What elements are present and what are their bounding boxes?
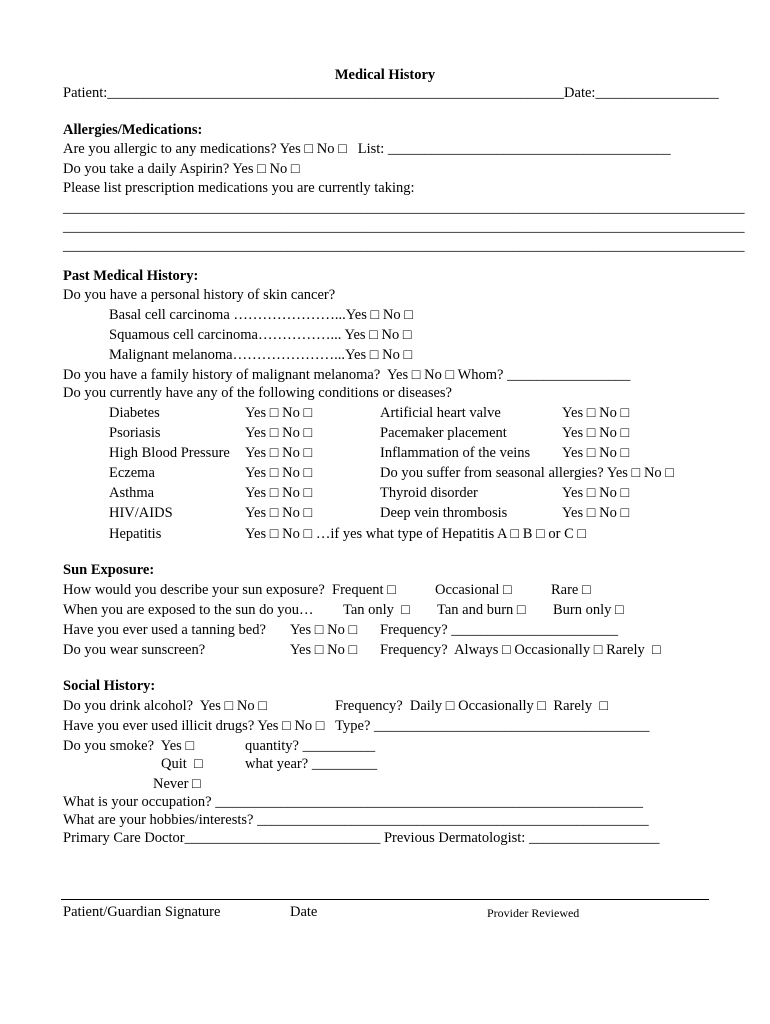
tanning-bed-question: Have you ever used a tanning bed?	[63, 622, 266, 638]
condition-name: Artificial heart valve	[380, 405, 501, 421]
condition-yes-no[interactable]: Yes □ No □	[245, 445, 313, 461]
sun-rare-option[interactable]: Rare □	[551, 582, 591, 598]
past-history-heading: Past Medical History:	[63, 268, 199, 284]
provider-reviewed-label: Provider Reviewed	[487, 906, 580, 920]
social-history-heading: Social History:	[63, 678, 156, 694]
condition-name: Deep vein thrombosis	[380, 505, 508, 521]
squamous-cell-row[interactable]: Squamous cell carcinoma……………... Yes □ No □	[109, 327, 412, 343]
smoke-question[interactable]: Do you smoke? Yes □	[63, 738, 195, 754]
skin-cancer-question: Do you have a personal history of skin cancer?	[63, 287, 336, 303]
condition-name: High Blood Pressure	[109, 445, 230, 461]
burn-only-option[interactable]: Burn only □	[553, 602, 624, 618]
condition-name: Pacemaker placement	[380, 425, 507, 441]
drugs-question[interactable]: Have you ever used illicit drugs? Yes □ No □ Type? ______________________________________	[63, 718, 650, 734]
quit-year-field[interactable]: what year? _________	[245, 756, 378, 772]
condition-name: Eczema	[109, 465, 155, 481]
tan-and-burn-option[interactable]: Tan and burn □	[437, 602, 526, 618]
prescription-blank-2[interactable]: ______________________________________________________________________________________________	[63, 219, 745, 235]
allergic-question[interactable]: Are you allergic to any medications? Yes □ No □ List: _______________________________________	[63, 141, 671, 157]
smoke-never-option[interactable]: Never □	[153, 776, 201, 792]
condition-name: Diabetes	[109, 405, 160, 421]
signature-line	[61, 899, 709, 900]
sun-reaction-question: When you are exposed to the sun do you…	[63, 602, 314, 618]
doctors-field[interactable]: Primary Care Doctor___________________________ Previous Dermatologist: __________________	[63, 830, 660, 846]
condition-name: Hepatitis	[109, 526, 162, 542]
condition-yes-no[interactable]: Yes □ No □	[562, 445, 630, 461]
prescription-question: Please list prescription medications you are currently taking:	[63, 180, 415, 196]
tan-only-option[interactable]: Tan only □	[343, 602, 410, 618]
alcohol-frequency[interactable]: Frequency? Daily □ Occasionally □ Rarely □	[335, 698, 609, 714]
condition-yes-no[interactable]: Yes □ No □	[245, 505, 313, 521]
condition-yes-no[interactable]: Yes □ No □	[562, 505, 630, 521]
sun-exposure-heading: Sun Exposure:	[63, 562, 155, 578]
prescription-blank-1[interactable]: ______________________________________________________________________________________________	[63, 200, 745, 216]
smoke-quit-option[interactable]: Quit □	[161, 756, 203, 772]
condition-yes-no[interactable]: Yes □ No □	[245, 425, 313, 441]
condition-yes-no[interactable]: Yes □ No □	[562, 485, 630, 501]
sunscreen-frequency[interactable]: Frequency? Always □ Occasionally □ Rarely □	[380, 642, 661, 658]
condition-name: Asthma	[109, 485, 155, 501]
page-title: Medical History	[334, 67, 436, 83]
condition-yes-no[interactable]: Yes □ No □	[245, 485, 313, 501]
sunscreen-yes-no[interactable]: Yes □ No □	[290, 642, 358, 658]
patient-date-line[interactable]: Patient:_______________________________________________________________Date:_________________	[63, 85, 719, 101]
sunscreen-question: Do you wear sunscreen?	[63, 642, 206, 658]
family-melanoma-question[interactable]: Do you have a family history of malignant melanoma? Yes □ No □ Whom? _________________	[63, 367, 631, 383]
aspirin-question[interactable]: Do you take a daily Aspirin? Yes □ No □	[63, 161, 300, 177]
melanoma-row[interactable]: Malignant melanoma…………………...Yes □ No □	[109, 347, 413, 363]
smoke-quantity-field[interactable]: quantity? __________	[245, 738, 376, 754]
conditions-question: Do you currently have any of the following conditions or diseases?	[63, 385, 452, 401]
basal-cell-row[interactable]: Basal cell carcinoma …………………...Yes □ No □	[109, 307, 413, 323]
tanning-bed-yes-no[interactable]: Yes □ No □	[290, 622, 358, 638]
prescription-blank-3[interactable]: ______________________________________________________________________________________________	[63, 238, 745, 254]
condition-yes-no[interactable]: Yes □ No □	[562, 405, 630, 421]
signature-label: Patient/Guardian Signature	[63, 904, 221, 920]
condition-yes-no[interactable]: Yes □ No □	[562, 425, 630, 441]
alcohol-question[interactable]: Do you drink alcohol? Yes □ No □	[63, 698, 267, 714]
condition-name: Inflammation of the veins	[380, 445, 531, 461]
tanning-frequency-field[interactable]: Frequency? _______________________	[380, 622, 619, 638]
sun-exposure-question[interactable]: How would you describe your sun exposure? Frequent □	[63, 582, 396, 598]
signature-date-label: Date	[290, 904, 318, 920]
hepatitis-yes-no[interactable]: Yes □ No □ …if yes what type of Hepatitis A □ B □ or C □	[245, 526, 587, 542]
condition-name: HIV/AIDS	[109, 505, 173, 521]
hobbies-field[interactable]: What are your hobbies/interests? ______________________________________________________	[63, 812, 649, 828]
condition-name: Thyroid disorder	[380, 485, 478, 501]
seasonal-allergies-question[interactable]: Do you suffer from seasonal allergies? Yes □ No □	[380, 465, 675, 481]
condition-name: Psoriasis	[109, 425, 161, 441]
condition-yes-no[interactable]: Yes □ No □	[245, 465, 313, 481]
allergies-heading: Allergies/Medications:	[63, 122, 203, 138]
occupation-field[interactable]: What is your occupation? ___________________________________________________________	[63, 794, 643, 810]
condition-yes-no[interactable]: Yes □ No □	[245, 405, 313, 421]
sun-occasional-option[interactable]: Occasional □	[435, 582, 512, 598]
